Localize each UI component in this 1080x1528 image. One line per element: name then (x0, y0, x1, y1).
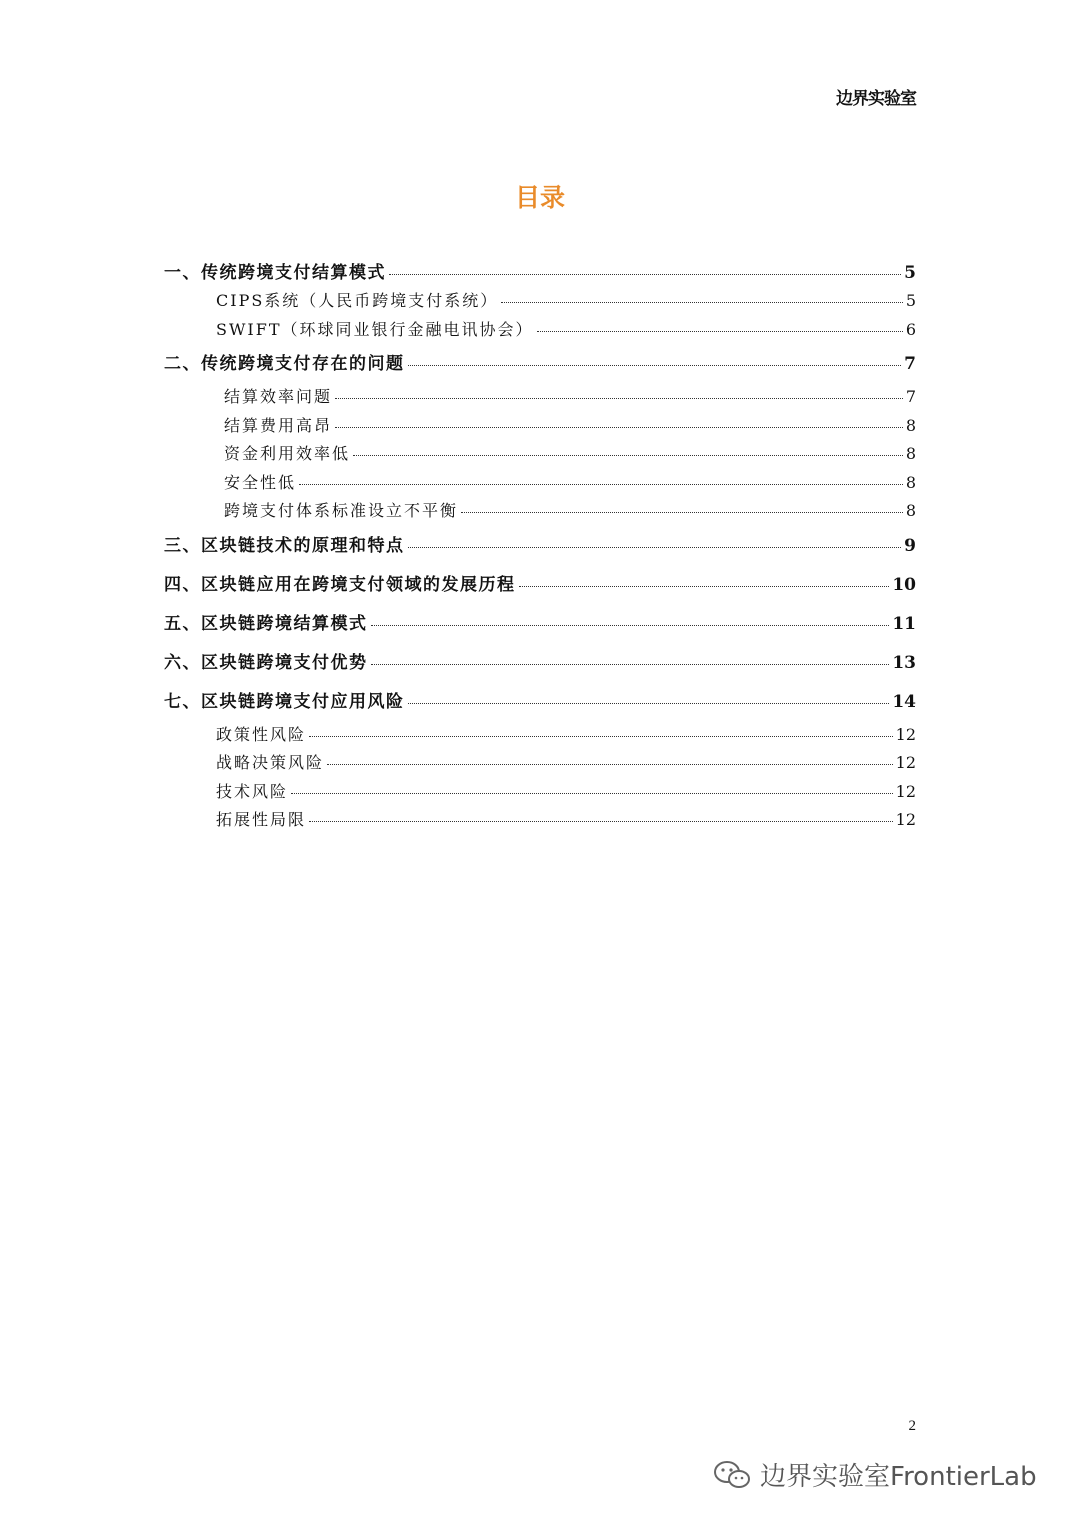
toc-entry-section-5[interactable] (164, 605, 916, 644)
toc-entry-label: 政策性风险 (216, 724, 307, 744)
toc-entry-page: 14 (892, 691, 916, 712)
toc-entry-page: 13 (892, 652, 916, 673)
toc-leader (389, 274, 901, 275)
toc-entry-policy-risk[interactable] (164, 722, 916, 751)
header-logo (836, 84, 916, 109)
toc-entry-page: 7 (904, 354, 916, 374)
wechat-icon (712, 1459, 752, 1491)
toc-entry-label: 跨境支付体系标准设立不平衡 (224, 501, 459, 520)
header-logo-text: 边界实验室 (836, 89, 916, 109)
toc-entry-label: 结算效率问题 (224, 387, 333, 406)
toc-leader (501, 302, 903, 303)
toc-entry-page: 8 (905, 501, 916, 520)
toc-leader (408, 703, 890, 704)
toc-entry-page: 8 (905, 444, 916, 463)
toc-entry-label: 资金利用效率低 (224, 444, 351, 463)
toc-entry-page: 10 (892, 574, 916, 595)
toc-entry-label: SWIFT（环球同业银行金融电讯协会） (216, 319, 534, 339)
toc-leader (299, 484, 903, 485)
toc-entry-strategy-risk[interactable] (164, 750, 916, 779)
toc-leader (309, 821, 893, 822)
page-title: 目录 (514, 183, 565, 212)
toc-entry-capital-efficiency[interactable] (164, 441, 916, 470)
table-of-contents (164, 258, 916, 836)
toc-leader (335, 398, 903, 399)
watermark-text: 边界实验室FrontierLab (760, 1462, 1037, 1492)
toc-leader (309, 736, 893, 737)
toc-entry-swift[interactable] (164, 317, 916, 346)
toc-entry-page: 5 (905, 291, 916, 310)
toc-entry-label: 拓展性局限 (216, 810, 307, 829)
toc-leader (335, 427, 903, 428)
toc-entry-scalability-limit[interactable] (164, 807, 916, 836)
toc-leader (353, 455, 903, 456)
toc-entry-page: 6 (905, 319, 916, 339)
toc-entry-tech-risk[interactable] (164, 779, 916, 808)
toc-leader (291, 793, 893, 794)
toc-entry-page: 5 (904, 263, 916, 283)
toc-entry-label: 技术风险 (216, 781, 289, 801)
toc-entry-settlement-cost[interactable] (164, 413, 916, 442)
toc-leader (537, 331, 903, 332)
toc-entry-section-2[interactable] (164, 345, 916, 384)
toc-entry-label: 四、区块链应用在跨境支付领域的发展历程 (164, 574, 516, 595)
toc-leader (408, 547, 902, 548)
toc-entry-page: 8 (905, 415, 916, 435)
toc-entry-label: 一、传统跨境支付结算模式 (164, 263, 386, 283)
toc-entry-page: 12 (895, 781, 916, 801)
toc-entry-page: 7 (905, 387, 916, 406)
toc-entry-label: 结算费用高昂 (224, 415, 333, 435)
toc-entry-label: 安全性低 (224, 472, 297, 492)
toc-entry-label: CIPS系统（人民币跨境支付系统） (216, 291, 499, 310)
toc-leader (371, 664, 890, 665)
toc-entry-label: 五、区块链跨境结算模式 (164, 613, 368, 634)
toc-entry-section-7[interactable] (164, 683, 916, 722)
toc-entry-section-3[interactable] (164, 527, 916, 566)
toc-entry-section-1[interactable] (164, 258, 916, 288)
toc-entry-page: 12 (895, 810, 916, 829)
toc-leader (327, 764, 893, 765)
toc-entry-page: 8 (905, 472, 916, 492)
toc-entry-label: 战略决策风险 (216, 753, 325, 772)
toc-entry-section-4[interactable] (164, 566, 916, 605)
toc-entry-standards-imbalance[interactable] (164, 498, 916, 527)
toc-entry-settlement-efficiency[interactable] (164, 384, 916, 413)
toc-entry-low-security[interactable] (164, 470, 916, 499)
toc-entry-section-6[interactable] (164, 644, 916, 683)
toc-entry-page: 11 (892, 613, 916, 634)
toc-entry-label: 三、区块链技术的原理和特点 (164, 535, 405, 556)
toc-entry-page: 9 (904, 535, 916, 556)
toc-entry-label: 二、传统跨境支付存在的问题 (164, 354, 405, 374)
toc-entry-label: 六、区块链跨境支付优势 (164, 652, 368, 673)
toc-entry-page: 12 (895, 753, 916, 772)
toc-leader (519, 586, 890, 587)
toc-leader (371, 625, 890, 626)
toc-entry-label: 七、区块链跨境支付应用风险 (164, 691, 405, 712)
toc-leader (408, 365, 902, 366)
toc-leader (461, 512, 903, 513)
toc-entry-cips[interactable] (164, 288, 916, 317)
toc-entry-page: 12 (895, 724, 916, 744)
page-number: 2 (908, 1418, 916, 1434)
wechat-watermark (712, 1456, 1037, 1493)
